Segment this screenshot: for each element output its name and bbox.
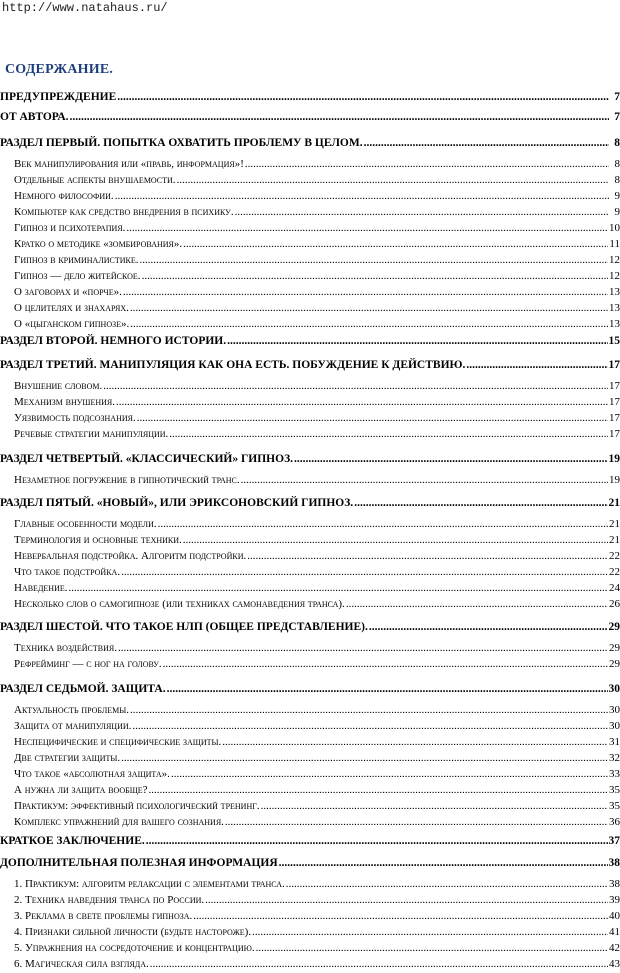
dot-leader [121, 566, 608, 579]
toc-entry-title: Внушение словом. [14, 380, 103, 392]
toc-subsection-entry[interactable] [0, 190, 620, 203]
dot-leader [116, 396, 608, 409]
dot-leader [235, 206, 609, 219]
toc-page-number: 29 [609, 658, 620, 670]
dot-leader [369, 620, 608, 634]
toc-section-entry[interactable] [0, 834, 620, 848]
toc-subsection-entry[interactable] [0, 878, 620, 891]
dot-leader [169, 428, 608, 441]
toc-entry-title: Невербальная подстройка. Алгоритм подстройки. [14, 550, 247, 562]
toc-subsection-entry[interactable] [0, 582, 620, 595]
toc-entry-title: Главные особенности модели. [14, 518, 157, 530]
toc-subsection-entry[interactable] [0, 752, 620, 765]
toc-entry-title: Две стратегии защиты. [14, 752, 121, 764]
toc-entry-title: Немного философии. [14, 190, 114, 202]
dot-leader [150, 958, 608, 971]
toc-entry-title: Век манипулирования или «правь, информация»! [14, 158, 244, 170]
toc-entry-title: РАЗДЕЛ ТРЕТИЙ. МАНИПУЛЯЦИЯ КАК ОНА ЕСТЬ. ПОБУЖДЕНИЕ К ДЕЙСТВИЮ. [0, 359, 466, 371]
dot-leader [364, 136, 609, 150]
dot-leader [167, 682, 608, 696]
dot-leader [140, 254, 609, 267]
dot-leader [126, 222, 608, 235]
dot-leader [177, 174, 609, 187]
toc-entry-title: Что такое подстройка. [14, 566, 121, 578]
dot-leader [354, 496, 607, 510]
toc-page-number: 29 [608, 621, 620, 633]
toc-page-number: 10 [609, 222, 620, 234]
dot-leader [146, 834, 608, 848]
dot-leader [70, 110, 609, 124]
dot-leader [294, 452, 607, 466]
toc-subsection-entry[interactable] [0, 550, 620, 563]
toc-subsection-entry[interactable] [0, 412, 620, 425]
toc-page-number: 21 [608, 497, 620, 509]
toc-entry-title: 5. Упражнения на сосредоточение и концентрацию. [14, 942, 255, 954]
toc-page-number: 21 [609, 518, 620, 530]
toc-page-number: 17 [609, 428, 620, 440]
toc-entry-title: Актуальность проблемы. [14, 704, 129, 716]
toc-page-number: 7 [614, 91, 620, 103]
toc-page-number: 17 [609, 412, 620, 424]
toc-page-number: 21 [609, 534, 620, 546]
toc-entry-title: КРАТКОЕ ЗАКЛЮЧЕНИЕ. [0, 835, 145, 847]
toc-page-number: 9 [614, 190, 620, 202]
toc-subsection-entry[interactable] [0, 942, 620, 955]
toc-entry-title: О целителях и знахарях. [14, 302, 129, 314]
toc-subsection-entry[interactable] [0, 428, 620, 441]
toc-page-number: 43 [609, 958, 620, 970]
toc-subsection-entry[interactable] [0, 784, 620, 797]
toc-subsection-entry[interactable] [0, 238, 620, 251]
toc-subsection-entry[interactable] [0, 270, 620, 283]
toc-entry-title: Наведение. [14, 582, 68, 594]
dot-leader [171, 768, 608, 781]
toc-subsection-entry[interactable] [0, 926, 620, 939]
toc-subsection-entry[interactable] [0, 598, 620, 611]
toc-subsection-entry[interactable] [0, 474, 620, 487]
dot-leader [245, 158, 609, 171]
toc-entry-title: ОТ АВТОРА. [0, 111, 69, 123]
toc-entry-title: Гипноз и психотерапия. [14, 222, 126, 234]
toc-page-number: 36 [609, 816, 620, 828]
toc-entry-title: РАЗДЕЛ ВТОРОЙ. НЕМНОГО ИСТОРИИ. [0, 335, 227, 347]
toc-entry-title: Компьютер как средство внедрения в психику. [14, 206, 234, 218]
dot-leader [252, 926, 608, 939]
dot-leader [149, 784, 608, 797]
dot-leader [142, 270, 608, 283]
toc-page-number: 8 [614, 158, 620, 170]
dot-leader [247, 550, 608, 563]
toc-page-number: 31 [609, 736, 620, 748]
toc-page-number: 11 [609, 238, 620, 250]
toc-entry-title: Отдельные аспекты внушаемости. [14, 174, 176, 186]
toc-page-number: 13 [609, 318, 620, 330]
toc-section-entry[interactable] [0, 136, 620, 150]
toc-page-number: 19 [608, 453, 620, 465]
toc-entry-title: Несколько слов о самогипнозе (или техниках самонаведения транса). [14, 598, 345, 610]
toc-subsection-entry[interactable] [0, 318, 620, 331]
toc-entry-title: ПРЕДУПРЕЖДЕНИЕ [0, 91, 117, 103]
toc-page-number: 8 [614, 174, 620, 186]
toc-section-entry[interactable] [0, 358, 620, 372]
dot-leader [261, 800, 608, 813]
toc-page-number: 38 [608, 857, 620, 869]
dot-leader [132, 720, 608, 733]
toc-subsection-entry[interactable] [0, 158, 620, 171]
toc-entry-title: РАЗДЕЛ СЕДЬМОЙ. ЗАЩИТА. [0, 683, 166, 695]
toc-section-entry[interactable] [0, 496, 620, 510]
source-url[interactable]: http://www.natahaus.ru/ [2, 1, 168, 15]
toc-subsection-entry[interactable] [0, 534, 620, 547]
dot-leader [68, 582, 608, 595]
toc-page-number: 12 [609, 254, 620, 266]
toc-entry-title: Механизм внушения. [14, 396, 116, 408]
toc-entry-title: РАЗДЕЛ ЧЕТВЕРТЫЙ. «КЛАССИЧЕСКИЙ» ГИПНОЗ. [0, 453, 294, 465]
toc-entry-title: Что такое «абсолютная защита». [14, 768, 170, 780]
dot-leader [225, 816, 608, 829]
toc-section-entry[interactable] [0, 682, 620, 696]
dot-leader [183, 238, 608, 251]
dot-leader [286, 878, 608, 891]
toc-page-number: 39 [609, 894, 620, 906]
toc-entry-title: РАЗДЕЛ ПЕРВЫЙ. ПОПЫТКА ОХВАТИТЬ ПРОБЛЕМУ В ЦЕЛОМ. [0, 137, 363, 149]
toc-subsection-entry[interactable] [0, 396, 620, 409]
dot-leader [117, 90, 609, 104]
toc-page-number: 37 [608, 835, 620, 847]
toc-page-number: 35 [609, 800, 620, 812]
toc-subsection-entry[interactable] [0, 704, 620, 717]
toc-section-entry[interactable] [0, 452, 620, 466]
toc-page-number: 30 [609, 704, 620, 716]
toc-entry-title: А нужна ли защита вообще? [14, 784, 148, 796]
toc-subsection-entry[interactable] [0, 286, 620, 299]
toc-page-number: 22 [609, 550, 620, 562]
toc-page-number: 24 [609, 582, 620, 594]
dot-leader [115, 190, 609, 203]
toc-entry-title: 4. Признаки сильной личности (будьте настороже). [14, 926, 252, 938]
toc-page-number: 30 [608, 683, 620, 695]
toc-entry-title: Неспецифические и специфические защиты. [14, 736, 222, 748]
toc-entry-title: РАЗДЕЛ ПЯТЫЙ. «НОВЫЙ», ИЛИ ЭРИКСОНОВСКИЙ ГИПНОЗ. [0, 497, 354, 509]
toc-page-number: 38 [609, 878, 620, 890]
toc-entry-title: Речевые стратегии манипуляции. [14, 428, 169, 440]
toc-page-number: 17 [609, 396, 620, 408]
toc-subsection-entry[interactable] [0, 800, 620, 813]
dot-leader [279, 856, 608, 870]
toc-entry-title: Уязвимость подсознания. [14, 412, 136, 424]
toc-entry-title: Незаметное погружение в гипнотический транс. [14, 474, 240, 486]
toc-page-number: 33 [609, 768, 620, 780]
toc-subsection-entry[interactable] [0, 302, 620, 315]
toc-entry-title: Практикум: эффективный психологический тренинг. [14, 800, 260, 812]
dot-leader [130, 318, 608, 331]
toc-subsection-entry[interactable] [0, 894, 620, 907]
toc-page-number: 9 [614, 206, 620, 218]
toc-entry-title: Гипноз в криминалистике. [14, 254, 139, 266]
toc-entry-title: 2. Техника наведения транса по России. [14, 894, 205, 906]
toc-page-number: 30 [609, 720, 620, 732]
toc-subsection-entry[interactable] [0, 206, 620, 219]
dot-leader [158, 518, 608, 531]
toc-page-number: 17 [609, 380, 620, 392]
toc-subsection-entry[interactable] [0, 958, 620, 971]
toc-section-entry[interactable] [0, 90, 620, 104]
toc-page-number: 13 [609, 286, 620, 298]
toc-entry-title: Техника воздействия. [14, 642, 117, 654]
toc-page-number: 15 [608, 335, 620, 347]
toc-entry-title: Рефрейминг — с ног на голову. [14, 658, 162, 670]
toc-subsection-entry[interactable] [0, 222, 620, 235]
toc-section-entry[interactable] [0, 110, 620, 124]
toc-subsection-entry[interactable] [0, 768, 620, 781]
toc-entry-title: 3. Реклама в свете проблемы гипноза. [14, 910, 193, 922]
toc-entry-title: 6. Магическая сила взгляда. [14, 958, 149, 970]
toc-subsection-entry[interactable] [0, 910, 620, 923]
toc-section-entry[interactable] [0, 620, 620, 634]
toc-page-number: 12 [609, 270, 620, 282]
dot-leader [346, 598, 608, 611]
toc-subsection-entry[interactable] [0, 174, 620, 187]
toc-subsection-entry[interactable] [0, 658, 620, 671]
toc-subsection-entry[interactable] [0, 518, 620, 531]
toc-page-number: 40 [609, 910, 620, 922]
toc-entry-title: Кратко о методике «зомбирования». [14, 238, 183, 250]
toc-entry-title: Терминология и основные техники. [14, 534, 182, 546]
dot-leader [130, 704, 608, 717]
dot-leader [256, 942, 608, 955]
toc-page-number: 41 [609, 926, 620, 938]
dot-leader [193, 910, 608, 923]
dot-leader [466, 358, 607, 372]
toc-page-number: 26 [609, 598, 620, 610]
toc-page-number: 32 [609, 752, 620, 764]
toc-page-number: 42 [609, 942, 620, 954]
dot-leader [103, 380, 608, 393]
toc-entry-title: О заговорах и «порче». [14, 286, 122, 298]
toc-page-number: 17 [608, 359, 620, 371]
toc-page-number: 29 [609, 642, 620, 654]
toc-entry-title: 1. Практикум: алгоритм релаксации с элементами транса. [14, 878, 285, 890]
toc-entry-title: РАЗДЕЛ ШЕСТОЙ. ЧТО ТАКОЕ НЛП (ОБЩЕЕ ПРЕДСТАВЛЕНИЕ). [0, 621, 368, 633]
toc-page-number: 8 [614, 137, 620, 149]
toc-entry-title: Защита от манипуляции. [14, 720, 132, 732]
toc-page-number: 19 [609, 474, 620, 486]
toc-page-number: 22 [609, 566, 620, 578]
toc-entry-title: О «цыганском гипнозе». [14, 318, 130, 330]
toc-subsection-entry[interactable] [0, 736, 620, 749]
dot-leader [121, 752, 608, 765]
dot-leader [123, 286, 608, 299]
toc-subsection-entry[interactable] [0, 642, 620, 655]
dot-leader [130, 302, 608, 315]
toc-entry-title: ДОПОЛНИТЕЛЬНАЯ ПОЛЕЗНАЯ ИНФОРМАЦИЯ [0, 857, 278, 869]
toc-subsection-entry[interactable] [0, 380, 620, 393]
dot-leader [118, 642, 608, 655]
toc-page-number: 35 [609, 784, 620, 796]
toc-entry-title: Гипноз — дело житейское. [14, 270, 141, 282]
toc-section-entry[interactable] [0, 334, 620, 348]
toc-subsection-entry[interactable] [0, 254, 620, 267]
dot-leader [205, 894, 608, 907]
toc-page-number: 13 [609, 302, 620, 314]
dot-leader [222, 736, 608, 749]
dot-leader [137, 412, 608, 425]
toc-subsection-entry[interactable] [0, 816, 620, 829]
toc-entry-title: Комплекс упражнений для вашего сознания. [14, 816, 224, 828]
dot-leader [241, 474, 608, 487]
toc-page-number: 7 [614, 111, 620, 123]
dot-leader [183, 534, 608, 547]
toc-section-entry[interactable] [0, 856, 620, 870]
dot-leader [163, 658, 608, 671]
toc-subsection-entry[interactable] [0, 720, 620, 733]
toc-subsection-entry[interactable] [0, 566, 620, 579]
toc-title: СОДЕРЖАНИЕ. [5, 62, 114, 77]
dot-leader [227, 334, 607, 348]
